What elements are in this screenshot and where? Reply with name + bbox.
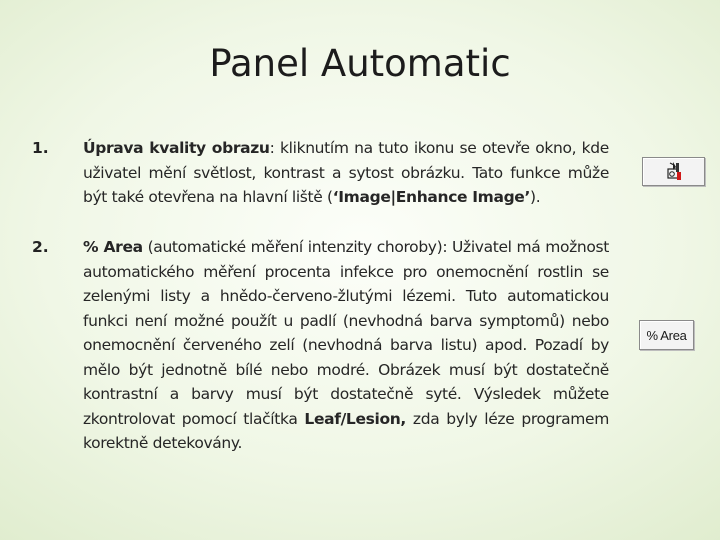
- item-number-1: 1.: [32, 139, 49, 157]
- item-1-menu-path: ‘Image|Enhance Image’: [332, 188, 531, 206]
- image-enhance-button[interactable]: [642, 157, 705, 186]
- item-2-body: (automatické měření intenzity choroby): Uživatel má možnost automatického měření procenta infekce pro onemocnění rostlin se zelenými listy a hnědo-červeno-žlutými lézemi. Tuto automatickou funkci není možné použít u padlí (nevhodná barva symptomů) nebo onemocnění červeného zelí (nevhodná barva listu) apod. Pozadí by mělo být jednotně bílé nebo modré. Obrázek musí být dostatečně kontrastní a barvy musí být dostatečně syté. Výsledek můžete zkontrolovat pomocí tlačítka: [83, 238, 609, 428]
- item-2-bold: % Area: [83, 238, 143, 256]
- item-2-text: [83, 235, 609, 456]
- item-number-2: 2.: [32, 238, 49, 256]
- item-1-body: : kliknutím na tuto ikonu se otevře okno, kde uživatel mění světlost, kontrast a sytost obrázku. Tato funkce může být také otevřena na hlavní liště (: [83, 139, 609, 206]
- item-2-bold-2: Leaf/Lesion,: [304, 409, 406, 428]
- item-1-end: ).: [530, 188, 541, 206]
- image-enhance-icon: [643, 158, 704, 185]
- percent-area-button[interactable]: % Area: [639, 320, 694, 350]
- item-1-bold: Úprava kvality obrazu: [83, 139, 270, 157]
- item-2-end: zda byly léze programem korektně detekovány.: [83, 409, 609, 452]
- slide-title: Panel Automatic: [209, 42, 511, 85]
- item-1-text: [83, 136, 609, 210]
